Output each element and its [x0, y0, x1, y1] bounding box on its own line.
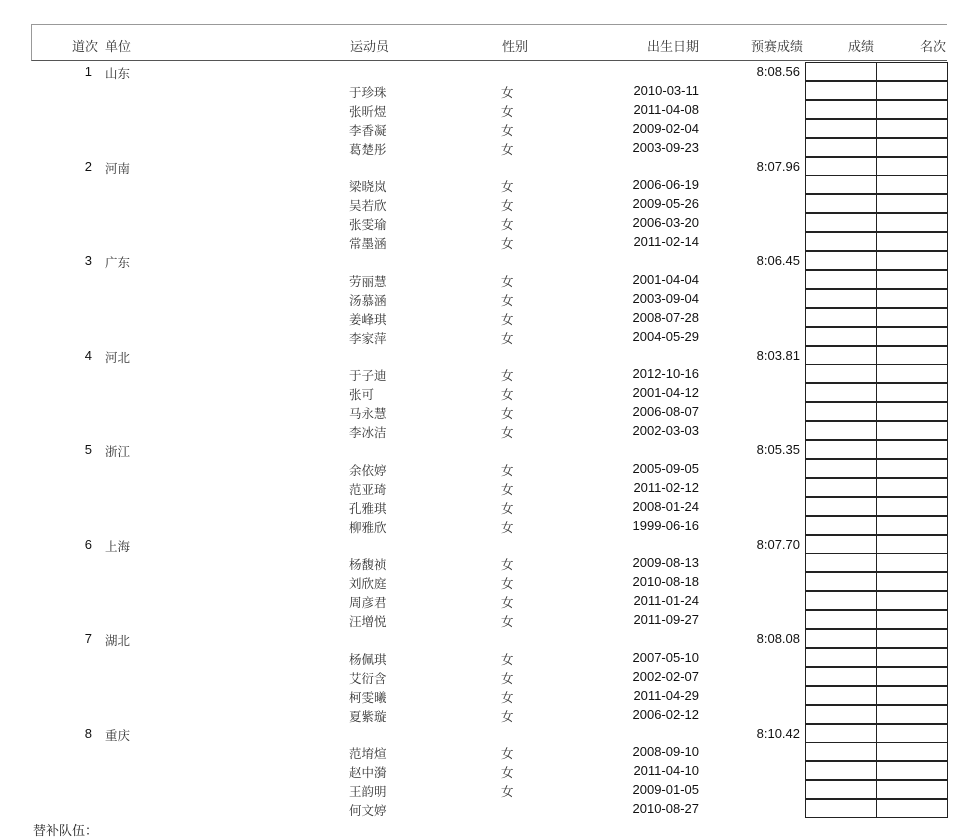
athlete-birthdate: 2007-05-10 [632, 649, 699, 665]
result-cell[interactable] [805, 724, 877, 743]
athlete-row [0, 119, 980, 138]
athlete-birthdate: 2006-08-07 [632, 404, 699, 420]
athlete-row [0, 421, 980, 440]
result-cell[interactable] [805, 194, 877, 213]
rank-cell[interactable] [876, 270, 948, 289]
athlete-birthdate: 2009-05-26 [632, 196, 699, 212]
athlete-gender: 女 [501, 330, 514, 346]
athlete-name: 马永慧 [349, 406, 387, 422]
team-row [0, 440, 980, 459]
rank-cell[interactable] [876, 175, 948, 194]
athlete-row [0, 553, 980, 572]
result-cell[interactable] [805, 213, 877, 232]
lane-number: 3 [84, 253, 92, 268]
athlete-name: 范堉煊 [349, 746, 387, 762]
athlete-birthdate: 2009-02-04 [632, 120, 699, 136]
table-header [31, 24, 947, 61]
header-lane: 道次 [72, 40, 99, 55]
athlete-gender: 女 [501, 122, 514, 138]
result-cell[interactable] [805, 667, 877, 686]
athlete-name: 汪增悦 [349, 614, 387, 630]
athlete-name: 李冰洁 [349, 425, 387, 441]
header-result: 成绩 [848, 40, 875, 55]
athlete-name: 杨佩琪 [349, 651, 387, 667]
athlete-name: 周彦君 [349, 595, 387, 611]
athlete-birthdate: 2004-05-29 [632, 328, 699, 344]
lane-number: 2 [84, 158, 92, 174]
rank-cell[interactable] [876, 497, 948, 516]
athlete-row [0, 459, 980, 478]
athlete-row [0, 232, 980, 251]
athlete-name: 夏紫璇 [349, 708, 387, 724]
athlete-name: 于子迪 [349, 368, 387, 384]
athlete-name: 柳雅欣 [349, 519, 387, 535]
rank-cell[interactable] [876, 138, 948, 157]
result-cell[interactable] [805, 497, 877, 516]
athlete-row [0, 667, 980, 686]
team-row [0, 157, 980, 176]
athlete-name: 汤慕涵 [349, 292, 387, 308]
athlete-gender: 女 [501, 179, 514, 195]
result-cell[interactable] [805, 799, 877, 818]
rank-cell[interactable] [876, 157, 948, 176]
athlete-row [0, 138, 980, 157]
athlete-name: 赵中漪 [349, 765, 387, 781]
result-cell[interactable] [805, 440, 877, 459]
team-unit: 浙江 [105, 444, 131, 459]
rank-cell[interactable] [876, 346, 948, 365]
result-cell[interactable] [805, 742, 877, 761]
rank-cell[interactable] [876, 648, 948, 667]
athlete-name: 范亚琦 [349, 481, 387, 497]
athlete-gender: 女 [501, 576, 514, 592]
athlete-gender: 女 [501, 689, 514, 705]
athlete-name: 劳丽慧 [349, 273, 387, 289]
athlete-gender: 女 [501, 368, 514, 384]
athlete-name: 柯雯曦 [349, 689, 387, 705]
rank-cell[interactable] [876, 535, 948, 554]
rank-cell[interactable] [876, 459, 948, 478]
team-row [0, 724, 980, 743]
athlete-gender: 女 [501, 481, 514, 497]
rank-cell[interactable] [876, 553, 948, 572]
athlete-row [0, 516, 980, 535]
athlete-gender: 女 [501, 387, 514, 403]
rank-cell[interactable] [876, 232, 948, 251]
athlete-name: 姜峰琪 [349, 311, 387, 327]
result-cell[interactable] [805, 232, 877, 251]
athlete-birthdate: 2006-03-20 [632, 215, 699, 231]
header-athlete: 运动员 [350, 40, 390, 55]
athlete-name: 艾衍含 [349, 670, 387, 686]
result-cell[interactable] [805, 100, 877, 119]
rank-cell[interactable] [876, 440, 948, 459]
lane-number: 8 [84, 725, 92, 741]
rank-cell[interactable] [876, 383, 948, 402]
lane-number: 6 [84, 536, 92, 552]
team-unit: 河南 [105, 160, 131, 176]
header-rank: 名次 [920, 40, 947, 55]
athlete-gender: 女 [501, 141, 514, 157]
rank-cell[interactable] [876, 289, 948, 308]
athlete-gender: 女 [501, 273, 514, 289]
athlete-gender: 女 [501, 765, 514, 781]
rank-cell[interactable] [876, 724, 948, 743]
athlete-gender: 女 [501, 462, 514, 478]
rank-cell[interactable] [876, 516, 948, 535]
athlete-gender: 女 [501, 708, 514, 724]
lane-number: 1 [84, 64, 92, 79]
athlete-gender: 女 [501, 519, 514, 535]
result-cell[interactable] [805, 553, 877, 572]
athlete-birthdate: 2005-09-05 [632, 460, 699, 476]
result-cell[interactable] [805, 572, 877, 591]
athlete-birthdate: 2008-09-10 [632, 744, 699, 760]
athlete-name: 何文婷 [349, 803, 387, 819]
result-cell[interactable] [805, 327, 877, 346]
athlete-name: 孔雅琪 [349, 500, 387, 516]
athlete-birthdate: 2011-02-14 [633, 234, 699, 250]
lane-number: 7 [84, 631, 92, 646]
athlete-row [0, 478, 980, 497]
team-row [0, 251, 980, 270]
header-unit: 单位 [105, 40, 132, 55]
rank-cell[interactable] [876, 761, 948, 780]
athlete-birthdate: 2001-04-04 [632, 271, 699, 287]
result-cell[interactable] [805, 251, 877, 270]
rank-cell[interactable] [876, 100, 948, 119]
result-cell[interactable] [805, 780, 877, 799]
result-cell[interactable] [805, 119, 877, 138]
prelim-time: 8:07.96 [756, 158, 800, 174]
result-cell[interactable] [805, 761, 877, 780]
rank-cell[interactable] [876, 421, 948, 440]
athlete-gender: 女 [501, 406, 514, 422]
prelim-time: 8:05.35 [756, 442, 800, 457]
rank-cell[interactable] [876, 591, 948, 610]
rank-cell[interactable] [876, 572, 948, 591]
team-unit: 河北 [105, 349, 131, 365]
athlete-row [0, 610, 980, 629]
athlete-birthdate: 2003-09-04 [632, 290, 699, 306]
result-cell[interactable] [805, 81, 877, 100]
result-cell[interactable] [805, 138, 877, 157]
athlete-gender: 女 [501, 651, 514, 667]
result-cell[interactable] [805, 175, 877, 194]
result-cell[interactable] [805, 686, 877, 705]
result-cell[interactable] [805, 346, 877, 365]
athlete-birthdate: 2011-04-29 [633, 687, 699, 703]
athlete-row [0, 648, 980, 667]
header-gender: 性别 [502, 40, 529, 55]
result-cell[interactable] [805, 459, 877, 478]
result-cell[interactable] [805, 648, 877, 667]
athlete-row [0, 289, 980, 308]
athlete-gender: 女 [501, 84, 514, 100]
athlete-row [0, 100, 980, 119]
rank-cell[interactable] [876, 251, 948, 270]
athlete-name: 梁晓岚 [349, 179, 387, 195]
team-unit: 上海 [105, 538, 131, 554]
rank-cell[interactable] [876, 610, 948, 629]
athlete-gender: 女 [501, 670, 514, 686]
rank-cell[interactable] [876, 308, 948, 327]
athlete-gender: 女 [501, 595, 514, 611]
rank-cell[interactable] [876, 686, 948, 705]
athlete-name: 刘欣庭 [349, 576, 387, 592]
rank-cell[interactable] [876, 402, 948, 421]
athlete-birthdate: 2003-09-23 [632, 139, 699, 155]
athlete-gender: 女 [501, 236, 514, 252]
athlete-name: 常墨涵 [349, 236, 387, 252]
rank-cell[interactable] [876, 629, 948, 648]
team-unit: 湖北 [105, 633, 131, 648]
result-cell[interactable] [805, 421, 877, 440]
athlete-name: 余依婷 [349, 462, 387, 478]
prelim-time: 8:08.56 [756, 64, 800, 79]
result-cell[interactable] [805, 478, 877, 497]
athlete-name: 张可 [349, 387, 375, 403]
athlete-row [0, 383, 980, 402]
athlete-row [0, 799, 980, 818]
result-cell[interactable] [805, 705, 877, 724]
athlete-birthdate: 2002-03-03 [632, 423, 699, 439]
athlete-gender: 女 [501, 217, 514, 233]
athlete-name: 王韵明 [349, 784, 387, 800]
athlete-birthdate: 2006-02-12 [632, 706, 699, 722]
athlete-name: 张昕煜 [349, 103, 387, 119]
athlete-row [0, 780, 980, 799]
rank-cell[interactable] [876, 327, 948, 346]
athlete-name: 李家萍 [349, 330, 387, 346]
athlete-name: 李香凝 [349, 122, 387, 138]
athlete-gender: 女 [501, 103, 514, 119]
athlete-birthdate: 2008-07-28 [632, 309, 699, 325]
rank-cell[interactable] [876, 194, 948, 213]
athlete-gender: 女 [501, 311, 514, 327]
athlete-row [0, 364, 980, 383]
athlete-birthdate: 2010-08-27 [632, 801, 699, 817]
athlete-row [0, 705, 980, 724]
athlete-row [0, 686, 980, 705]
athlete-gender: 女 [501, 425, 514, 441]
athlete-row [0, 497, 980, 516]
prelim-time: 8:08.08 [756, 631, 800, 646]
athlete-birthdate: 2011-09-27 [633, 612, 699, 628]
lane-number: 4 [84, 347, 92, 363]
rank-cell[interactable] [876, 742, 948, 761]
result-cell[interactable] [805, 62, 877, 81]
athlete-birthdate: 2011-01-24 [633, 593, 699, 609]
prelim-time: 8:07.70 [756, 536, 800, 552]
result-cell[interactable] [805, 629, 877, 648]
athlete-row [0, 761, 980, 780]
team-unit: 山东 [105, 66, 131, 81]
athlete-birthdate: 2008-01-24 [632, 498, 699, 514]
result-cell[interactable] [805, 364, 877, 383]
team-unit: 广东 [105, 255, 131, 270]
athlete-birthdate: 2011-02-12 [633, 479, 699, 495]
lane-number: 5 [84, 442, 92, 457]
athlete-row [0, 591, 980, 610]
team-row [0, 346, 980, 365]
athlete-name: 于珍珠 [349, 84, 387, 100]
rank-cell[interactable] [876, 213, 948, 232]
result-cell[interactable] [805, 535, 877, 554]
athlete-birthdate: 2011-04-08 [633, 101, 699, 117]
athlete-row [0, 327, 980, 346]
athlete-gender: 女 [501, 292, 514, 308]
athlete-gender: 女 [501, 500, 514, 516]
athlete-gender: 女 [501, 784, 514, 800]
result-cell[interactable] [805, 591, 877, 610]
result-cell[interactable] [805, 516, 877, 535]
athlete-row [0, 742, 980, 761]
rank-cell[interactable] [876, 667, 948, 686]
result-cell[interactable] [805, 383, 877, 402]
prelim-time: 8:03.81 [756, 347, 800, 363]
athlete-gender: 女 [501, 198, 514, 214]
prelim-time: 8:06.45 [756, 253, 800, 268]
athlete-gender: 女 [501, 614, 514, 630]
team-row [0, 629, 980, 648]
rank-cell[interactable] [876, 799, 948, 818]
athlete-birthdate: 2010-03-11 [633, 82, 699, 98]
athlete-row [0, 194, 980, 213]
athlete-row [0, 270, 980, 289]
team-row [0, 535, 980, 554]
prelim-time: 8:10.42 [756, 725, 800, 741]
rank-cell[interactable] [876, 705, 948, 724]
athlete-row [0, 175, 980, 194]
athlete-birthdate: 2009-01-05 [632, 782, 699, 798]
result-cell[interactable] [805, 157, 877, 176]
rank-cell[interactable] [876, 62, 948, 81]
athlete-birthdate: 2006-06-19 [632, 177, 699, 193]
athlete-birthdate: 2012-10-16 [632, 366, 699, 382]
result-cell[interactable] [805, 289, 877, 308]
athlete-name: 葛楚彤 [349, 141, 387, 157]
team-row [0, 62, 980, 81]
athlete-birthdate: 2009-08-13 [632, 555, 699, 571]
result-cell[interactable] [805, 308, 877, 327]
header-prelim: 预赛成绩 [751, 40, 804, 55]
athlete-birthdate: 2002-02-07 [632, 668, 699, 684]
result-cell[interactable] [805, 610, 877, 629]
athlete-gender: 女 [501, 746, 514, 762]
rank-cell[interactable] [876, 780, 948, 799]
rank-cell[interactable] [876, 364, 948, 383]
athlete-row [0, 308, 980, 327]
athlete-name: 张雯瑜 [349, 217, 387, 233]
athlete-birthdate: 2001-04-12 [632, 385, 699, 401]
result-cell[interactable] [805, 402, 877, 421]
athlete-name: 吴若欣 [349, 198, 387, 214]
rank-cell[interactable] [876, 119, 948, 138]
athlete-row [0, 572, 980, 591]
header-birthdate: 出生日期 [647, 40, 700, 55]
athlete-birthdate: 2010-08-18 [632, 574, 699, 590]
athlete-birthdate: 2011-04-10 [633, 763, 699, 779]
result-cell[interactable] [805, 270, 877, 289]
substitutes-label: 替补队伍： [33, 824, 99, 839]
team-unit: 重庆 [105, 727, 131, 743]
rank-cell[interactable] [876, 81, 948, 100]
athlete-row [0, 402, 980, 421]
athlete-birthdate: 1999-06-16 [632, 517, 699, 533]
athlete-name: 杨馥祯 [349, 557, 387, 573]
rank-cell[interactable] [876, 478, 948, 497]
athlete-row [0, 213, 980, 232]
athlete-gender: 女 [501, 557, 514, 573]
athlete-row [0, 81, 980, 100]
